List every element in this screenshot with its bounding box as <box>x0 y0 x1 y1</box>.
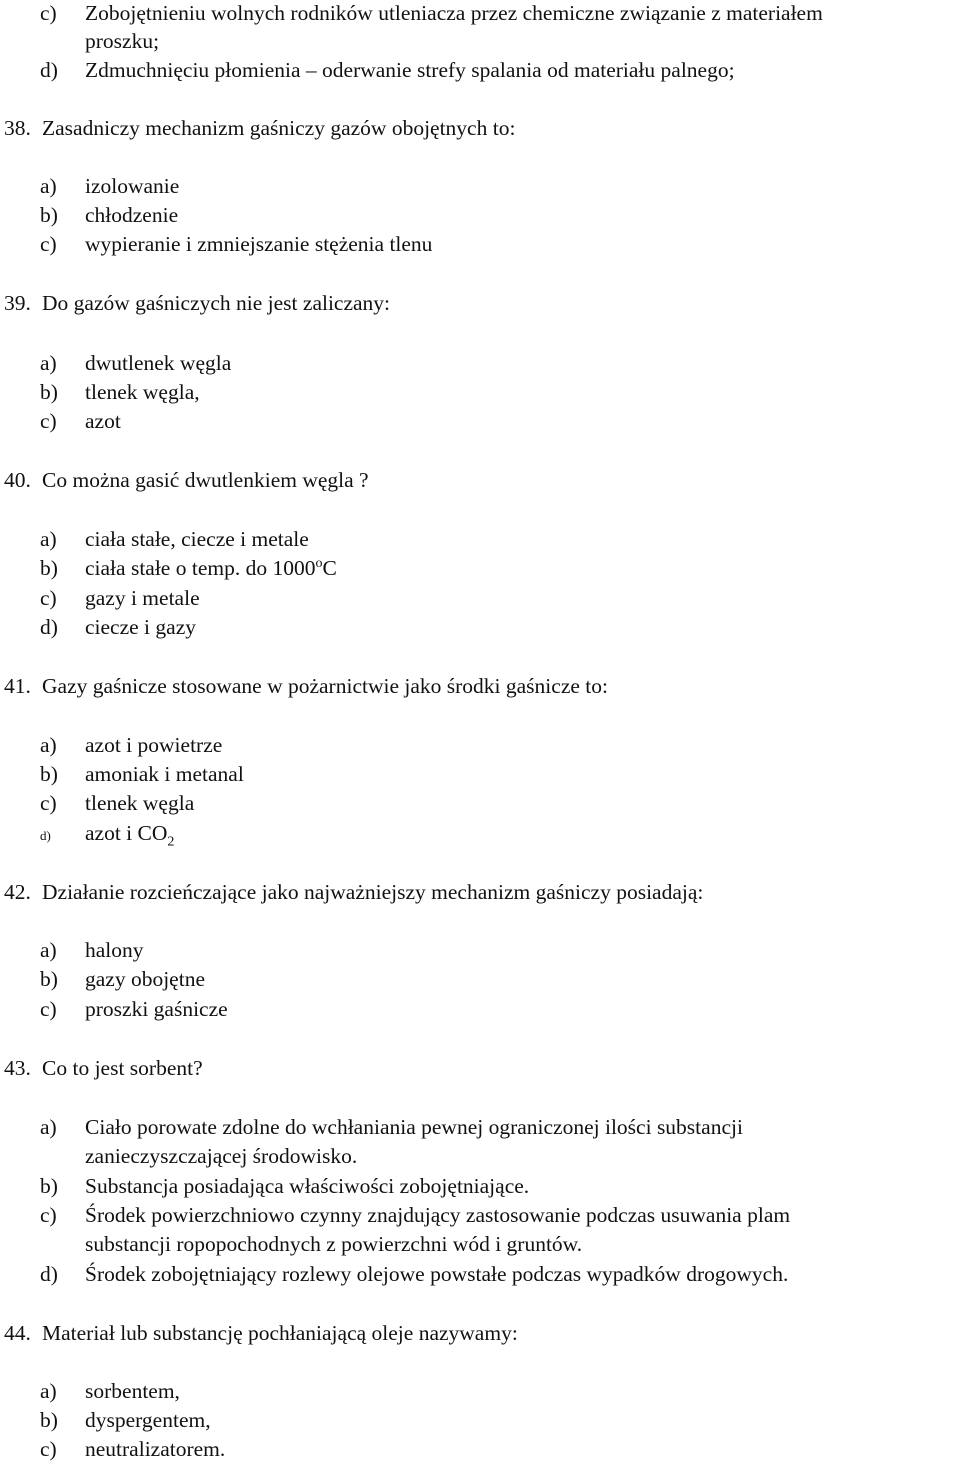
option-text: ciała stałe, ciecze i metale <box>85 527 309 551</box>
question-number: 43. <box>4 1056 31 1080</box>
option-text: sorbentem, <box>85 1379 180 1403</box>
option-label: c) <box>40 232 57 256</box>
option-text-continuation: proszku; <box>85 29 160 53</box>
question-44-option-b <box>40 1407 211 1433</box>
option-label: a) <box>40 733 57 757</box>
question-40 <box>4 467 369 493</box>
question-41 <box>4 673 608 699</box>
option-label: c) <box>40 791 57 815</box>
degree-superscript: o <box>315 555 323 571</box>
question-38-option-a <box>40 173 179 199</box>
question-40-option-a <box>40 526 309 552</box>
question-text: Zasadniczy mechanizm gaśniczy gazów obojętnych to: <box>42 116 516 140</box>
option-text: azot i CO <box>85 821 168 845</box>
option-label: a) <box>40 174 57 198</box>
option-label: d) <box>40 615 58 639</box>
option-label: b) <box>40 967 58 991</box>
question-text: Do gazów gaśniczych nie jest zaliczany: <box>42 291 391 315</box>
option-label: a) <box>40 938 57 962</box>
option-text-unit: C <box>322 556 337 580</box>
option-text: proszki gaśnicze <box>85 997 228 1021</box>
option-text: tlenek węgla, <box>85 380 200 404</box>
option-text: izolowanie <box>85 174 180 198</box>
option-text: gazy obojętne <box>85 967 205 991</box>
question-43 <box>4 1055 203 1081</box>
option-label: a) <box>40 1379 57 1403</box>
question-39 <box>4 290 390 316</box>
option-label: c) <box>40 1 57 25</box>
question-43-option-d <box>40 1261 788 1287</box>
question-44-option-a <box>40 1378 180 1404</box>
question-42-option-c <box>40 996 228 1022</box>
option-label: b) <box>40 380 58 404</box>
question-39-option-b <box>40 379 200 405</box>
option-text: tlenek węgla <box>85 791 195 815</box>
question-41-option-d <box>40 820 174 849</box>
question-text: Działanie rozcieńczające jako najważniejszy mechanizm gaśniczy posiadają: <box>42 880 704 904</box>
question-number: 38. <box>4 116 31 140</box>
option-text: dyspergentem, <box>85 1408 211 1432</box>
question-44-option-c <box>40 1436 225 1462</box>
option-label: d) <box>40 58 58 82</box>
question-39-option-a <box>40 350 231 376</box>
subscript: 2 <box>167 834 175 850</box>
option-d-prev <box>40 57 735 83</box>
question-40-option-b <box>40 555 337 581</box>
option-text: azot <box>85 409 121 433</box>
option-text: Substancja posiadająca właściwości zobojętniające. <box>85 1174 530 1198</box>
option-text-continuation: zanieczyszczającej środowisko. <box>85 1144 358 1168</box>
question-40-option-c <box>40 585 200 611</box>
option-text: neutralizatorem. <box>85 1437 226 1461</box>
question-number: 44. <box>4 1321 31 1345</box>
option-text: Ciało porowate zdolne do wchłaniania pewnej ograniczonej ilości substancji <box>85 1115 743 1139</box>
option-text-continuation: substancji ropopochodnych z powierzchni wód i gruntów. <box>85 1232 583 1256</box>
option-text: Środek powierzchniowo czynny znajdujący zastosowanie podczas usuwania plam <box>85 1203 791 1227</box>
option-text: gazy i metale <box>85 586 200 610</box>
question-text: Co to jest sorbent? <box>42 1056 203 1080</box>
question-43-option-a <box>40 1114 743 1140</box>
option-label: c) <box>40 1437 57 1461</box>
question-43-option-c <box>40 1202 790 1228</box>
question-text: Gazy gaśnicze stosowane w pożarnictwie jako środki gaśnicze to: <box>42 674 608 698</box>
option-label: b) <box>40 203 58 227</box>
question-41-option-a <box>40 732 222 758</box>
option-label: a) <box>40 351 57 375</box>
question-42-option-a <box>40 937 144 963</box>
question-40-option-d <box>40 614 196 640</box>
option-label: c) <box>40 409 57 433</box>
option-text: wypieranie i zmniejszanie stężenia tlenu <box>85 232 433 256</box>
option-text: Zobojętnieniu wolnych rodników utleniacza przez chemiczne związanie z materiałem <box>85 1 823 25</box>
question-number: 40. <box>4 468 31 492</box>
option-label: b) <box>40 556 58 580</box>
option-label: b) <box>40 1174 58 1198</box>
option-text: azot i powietrze <box>85 733 223 757</box>
question-text: Co można gasić dwutlenkiem węgla ? <box>42 468 369 492</box>
question-44 <box>4 1320 518 1346</box>
question-42-option-b <box>40 966 205 992</box>
option-label: a) <box>40 1115 57 1139</box>
question-39-option-c <box>40 408 121 434</box>
option-text: ciecze i gazy <box>85 615 196 639</box>
option-label: b) <box>40 1408 58 1432</box>
option-label: b) <box>40 762 58 786</box>
option-text: Zdmuchnięciu płomienia – oderwanie strefy spalania od materiału palnego; <box>85 58 735 82</box>
question-text: Materiał lub substancję pochłaniającą oleje nazywamy: <box>42 1321 518 1345</box>
question-number: 39. <box>4 291 31 315</box>
option-label: c) <box>40 586 57 610</box>
option-label: c) <box>40 997 57 1021</box>
question-43-option-b <box>40 1173 529 1199</box>
question-41-option-c <box>40 790 194 816</box>
option-label: d) <box>40 1262 58 1286</box>
question-42 <box>4 879 703 905</box>
option-c-prev <box>40 0 823 26</box>
question-number: 41. <box>4 674 31 698</box>
option-text: dwutlenek węgla <box>85 351 232 375</box>
option-text: halony <box>85 938 144 962</box>
question-38-option-c <box>40 231 432 257</box>
question-41-option-b <box>40 761 244 787</box>
option-label: d) <box>40 828 51 843</box>
option-text: amoniak i metanal <box>85 762 244 786</box>
option-label: c) <box>40 1203 57 1227</box>
question-38 <box>4 115 515 141</box>
question-38-option-b <box>40 202 178 228</box>
option-label: a) <box>40 527 57 551</box>
option-text: Środek zobojętniający rozlewy olejowe powstałe podczas wypadków drogowych. <box>85 1262 789 1286</box>
question-number: 42. <box>4 880 31 904</box>
option-text: chłodzenie <box>85 203 179 227</box>
option-text: ciała stałe o temp. do 1000 <box>85 556 316 580</box>
